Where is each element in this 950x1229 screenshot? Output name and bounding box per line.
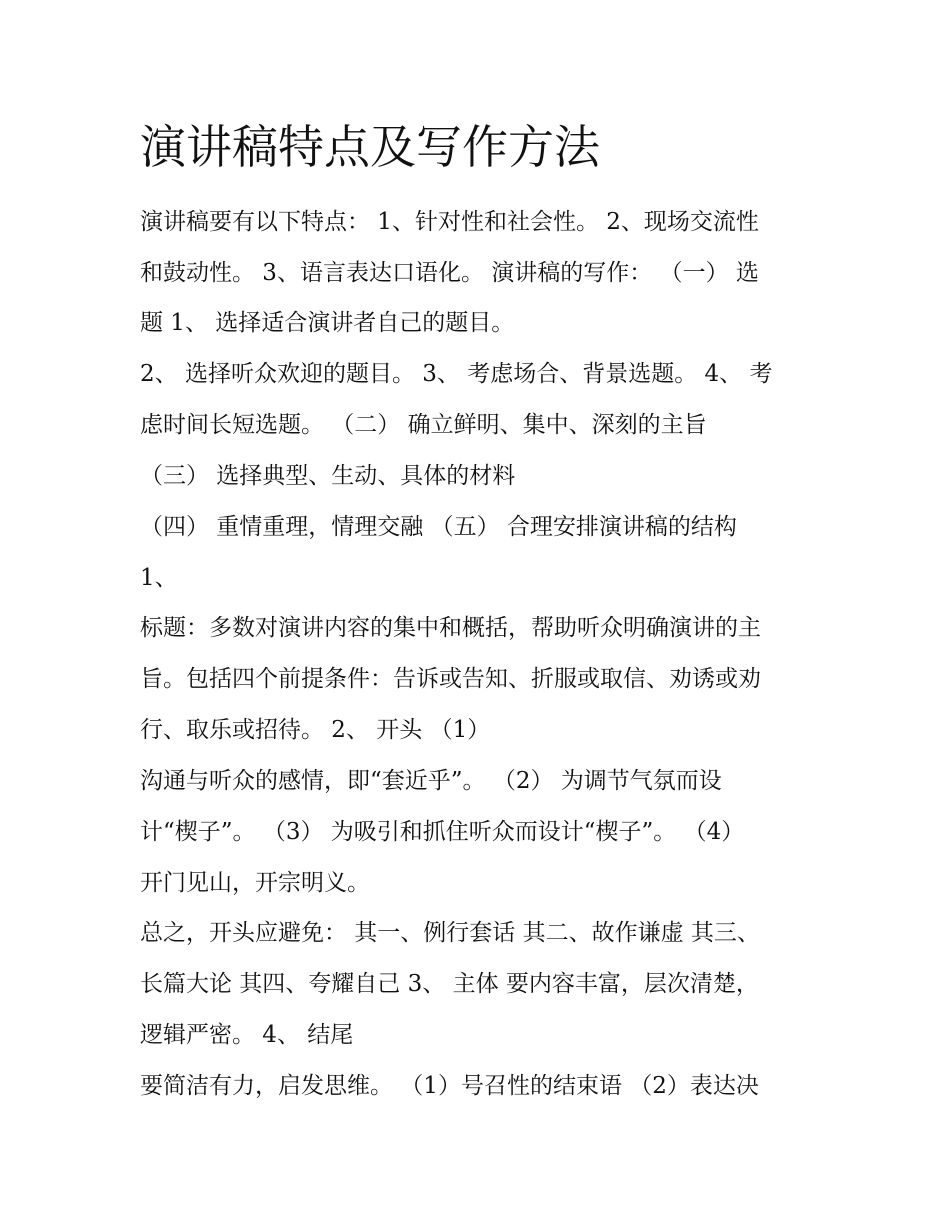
body-line: 沟通与听众的感情，即“套近乎”。 （2） 为调节气氛而设 bbox=[140, 768, 722, 794]
body-line: 行、取乐或招待。 2、 开头 （1） bbox=[140, 717, 491, 743]
body-line: 2、 选择听众欢迎的题目。 3、 考虑场合、背景选题。 4、 考 bbox=[140, 361, 773, 387]
body-line: （四） 重情重理，情理交融 （五） 合理安排演讲稿的结构 bbox=[140, 514, 737, 540]
document-title: 演讲稿特点及写作方法 bbox=[140, 120, 600, 174]
body-line: 虑时间长短选题。 （二） 确立鲜明、集中、深刻的主旨 bbox=[140, 412, 707, 438]
body-line: 旨。包括四个前提条件：告诉或告知、折服或取信、劝诱或劝 bbox=[140, 666, 761, 692]
body-line: 总之，开头应避免： 其一、例行套话 其二、故作谦虚 其三、 bbox=[140, 920, 760, 946]
body-line: 计“楔子”。 （3） 为吸引和抓住听众而设计“楔子”。 （4） bbox=[140, 819, 745, 845]
body-line: 题 1、 选择适合演讲者自己的题目。 bbox=[140, 310, 515, 336]
body-line: 标题：多数对演讲内容的集中和概括，帮助听众明确演讲的主 bbox=[140, 615, 761, 641]
body-line: 长篇大论 其四、夸耀自己 3、 主体 要内容丰富，层次清楚， bbox=[140, 971, 759, 997]
body-line: 演讲稿要有以下特点： 1、针对性和社会性。 2、现场交流性 bbox=[140, 209, 759, 235]
body-line: 开门见山，开宗明义。 bbox=[140, 870, 370, 896]
body-line: 逻辑严密。 4、 结尾 bbox=[140, 1022, 354, 1048]
body-line: 1、 bbox=[140, 565, 178, 591]
body-line: （三） 选择典型、生动、具体的材料 bbox=[140, 463, 516, 489]
body-line: 和鼓动性。 3、语言表达口语化。 演讲稿的写作： （一） 选 bbox=[140, 260, 759, 286]
body-line: 要简洁有力，启发思维。 （1）号召性的结束语 （2）表达决 bbox=[140, 1073, 759, 1099]
